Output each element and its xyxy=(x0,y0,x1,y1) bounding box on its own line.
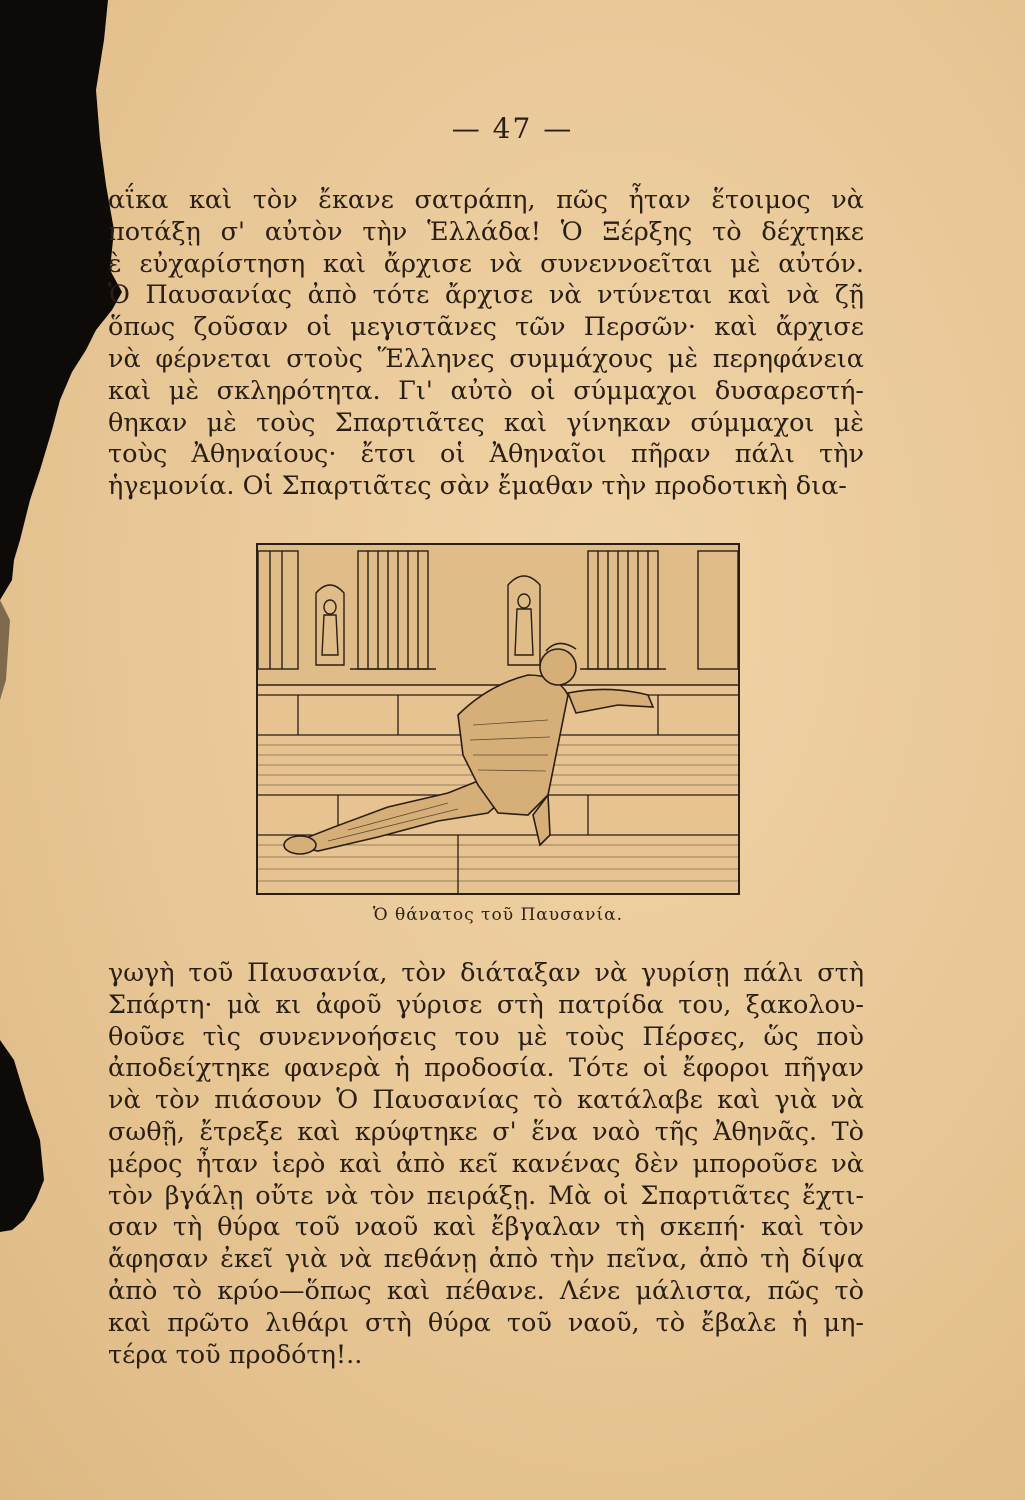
illustration-death-of-pausanias xyxy=(256,543,740,895)
text-line: θοῦσε τὶς συνεννοήσεις του μὲ τοὺς Πέρσες, ὥς ποὺ xyxy=(108,1021,864,1052)
text-line: ἄφησαν ἐκεῖ γιὰ νὰ πεθάνῃ ἀπὸ τὴν πεῖνα, ἀπὸ τὴ δίψα xyxy=(108,1244,864,1275)
text-line: ποτάξῃ σ' αὐτὸν τὴν Ἑλλάδα! Ὁ Ξέρξης τὸ δέχτηκε xyxy=(108,216,864,247)
text-line: νὰ τὸν πιάσουν Ὁ Παυσανίας τὸ κατάλαβε καὶ γιὰ νὰ xyxy=(108,1085,864,1116)
text-line: καὶ μὲ σκληρότητα. Γι' αὐτὸ οἱ σύμμαχοι δυσαρεστή- xyxy=(108,375,864,406)
text-line: αΐκα καὶ τὸν ἔκανε σατράπη, πῶς ἦταν ἕτοιμος νὰ xyxy=(108,185,864,215)
text-line: μέρος ἦταν ἱερὸ καὶ ἀπὸ κεῖ κανένας δὲν μποροῦσε νὰ xyxy=(108,1148,864,1179)
text-line: γωγὴ τοῦ Παυσανία, τὸν διάταξαν νὰ γυρίσῃ πάλι στὴ xyxy=(108,958,864,988)
text-line: ὅπως ζοῦσαν οἱ μεγιστᾶνες τῶν Περσῶν· καὶ ἄρχισε xyxy=(108,312,864,343)
text-line: καὶ πρῶτο λιθάρι στὴ θύρα τοῦ ναοῦ, τὸ ἔβαλε ἡ μη- xyxy=(108,1307,864,1338)
illustration-caption: Ὁ θάνατος τοῦ Παυσανία. xyxy=(372,905,624,925)
text-line: ἀποδείχτηκε φανερὰ ἡ προδοσία. Τότε οἱ ἔφοροι πῆγαν xyxy=(108,1053,864,1084)
text-line: τοὺς Ἀθηναίους· ἔτσι οἱ Ἀθηναῖοι πῆραν πάλι τὴν xyxy=(108,439,864,470)
text-line: ὲ εὐχαρίστηση καὶ ἄρχισε νὰ συνεννοεῖται μὲ αὐτόν. xyxy=(108,248,864,279)
text-line: Σπάρτη· μὰ κι ἀφοῦ γύρισε στὴ πατρίδα του, ξακολου- xyxy=(108,989,864,1020)
page-number: — 47 — xyxy=(451,112,574,145)
text-line: τέρα τοῦ προδότη!.. xyxy=(108,1339,363,1370)
text-line: σαν τὴ θύρα τοῦ ναοῦ καὶ ἔβγαλαν τὴ σκεπή· καὶ τὸν xyxy=(108,1212,864,1243)
text-line: σωθῇ, ἔτρεξε καὶ κρύφτηκε σ' ἕνα ναὸ τῆς Ἀθηνᾶς. Τὸ xyxy=(108,1116,864,1147)
text-line: ἡγεμονία. Οἱ Σπαρτιᾶτες σὰν ἔμαθαν τὴν προδοτικὴ δια- xyxy=(108,471,847,502)
text-line: τὸν βγάλῃ οὔτε νὰ τὸν πειράξῃ. Μὰ οἱ Σπαρτιᾶτες ἔχτι- xyxy=(108,1180,864,1211)
text-line: θηκαν μὲ τοὺς Σπαρτιᾶτες καὶ γίνηκαν σύμμαχοι μὲ xyxy=(108,407,864,438)
paragraph-top xyxy=(108,185,864,503)
text-line: ἀπὸ τὸ κρύο—ὅπως καὶ πέθανε. Λένε μάλιστα, πῶς τὸ xyxy=(108,1275,864,1306)
text-line: νὰ φέρνεται στοὺς Ἕλληνες συμμάχους μὲ περηφάνεια xyxy=(108,343,864,374)
paragraph-bottom xyxy=(108,958,864,1371)
text-line: Ὁ Παυσανίας ἀπὸ τότε ἄρχισε νὰ ντύνεται καὶ νὰ ζῇ xyxy=(108,280,864,311)
